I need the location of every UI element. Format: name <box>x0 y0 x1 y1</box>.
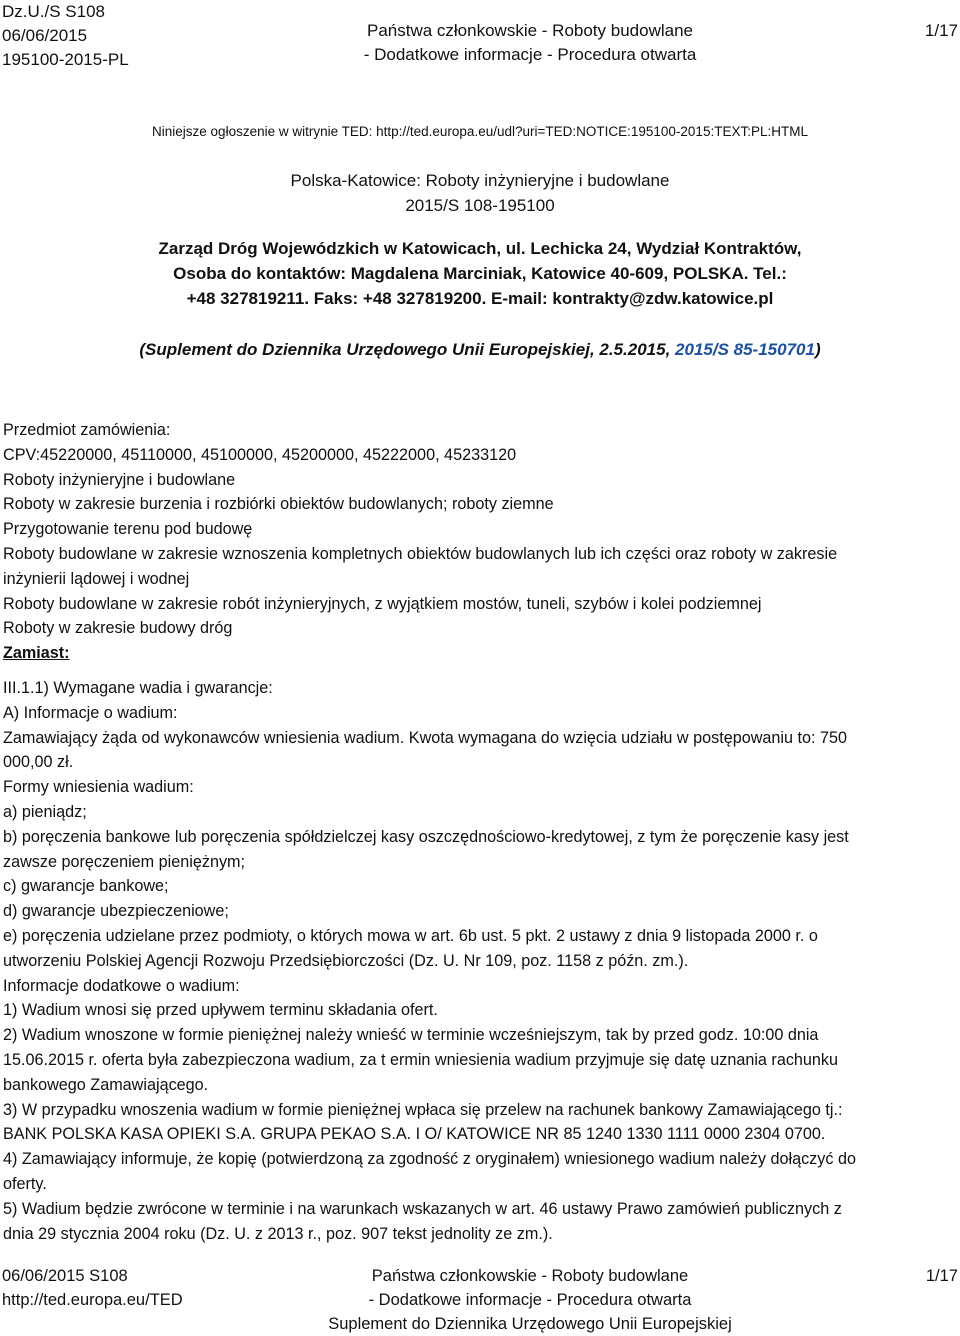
footer-title <box>280 1264 780 1336</box>
body-line: Roboty w zakresie budowy dróg <box>3 619 233 638</box>
notice-body <box>3 418 953 1246</box>
body-line: Przedmiot zamówienia: <box>3 421 171 439</box>
header-journal: Dz.U./S S108 <box>2 2 105 21</box>
supplement-prefix: (Suplement do Dziennika Urzędowego Unii Europejskiej, 2.5.2015, <box>139 340 676 359</box>
contracting-authority <box>0 236 960 311</box>
body-line: Roboty inżynieryjne i budowlane <box>3 470 236 489</box>
body-line: 2) Wadium wnoszone w formie pieniężnej należy wnieść w terminie wcześniejszym, tak by przed godz. 10:00 dnia <box>3 1026 819 1045</box>
footer-procedure: - Dodatkowe informacje - Procedura otwarta <box>368 1291 692 1309</box>
body-line: 4) Zamawiający informuje, że kopię (potwierdzoną za zgodność z oryginałem) wniesionego wadium należy dołączyć do <box>3 1150 856 1169</box>
header-title <box>340 19 720 67</box>
body-line: inżynierii lądowej i wodnej <box>3 569 190 588</box>
notice-title <box>0 168 960 218</box>
body-line: 000,00 zł. <box>3 753 74 772</box>
ted-notice-link[interactable]: Niniejsze ogłoszenie w witrynie TED: http://ted.europa.eu/udl?uri=TED:NOTICE:195100-2015:TEXT:PL:HTML <box>152 124 808 139</box>
footer-date: 06/06/2015 S108 <box>2 1267 128 1285</box>
supplement-suffix: ) <box>814 340 821 359</box>
body-line: 15.06.2015 r. oferta była zabezpieczona wadium, za t ermin wniesienia wadium przyjmuje się datę uznania rachunku <box>3 1050 839 1069</box>
header-procedure: - Dodatkowe informacje - Procedura otwarta <box>363 45 697 64</box>
body-line: Zamawiający żąda od wykonawców wniesienia wadium. Kwota wymagana do wzięcia udziału w postępowaniu to: 750 <box>3 728 847 747</box>
body-line: Roboty w zakresie burzenia i rozbiórki obiektów budowlanych; roboty ziemne <box>3 495 554 514</box>
body-line: a) pieniądz; <box>3 802 87 821</box>
body-line: Informacje dodatkowe o wadium: <box>3 976 240 995</box>
footer-supplement: Suplement do Dziennika Urzędowego Unii Europejskiej <box>328 1315 732 1333</box>
body-line: zawsze poręczeniem pieniężnym; <box>3 852 246 871</box>
authority-line-2: Osoba do kontaktów: Magdalena Marciniak, Katowice 40-609, POLSKA. Tel.: <box>173 264 787 283</box>
body-line: BANK POLSKA KASA OPIEKI S.A. GRUPA PEKAO S.A. I O/ KATOWICE NR 85 1240 1330 1111 0000 2304 0700. <box>3 1125 826 1144</box>
body-line: 5) Wadium będzie zwrócone w terminie i na warunkach wskazanych w art. 46 ustawy Prawo zamówień publicznych z <box>3 1199 842 1218</box>
body-line: d) gwarancje ubezpieczeniowe; <box>3 902 229 921</box>
body-line: Roboty budowlane w zakresie robót inżynieryjnych, z wyjątkiem mostów, tuneli, szybów i kolei podziemnej <box>3 594 762 613</box>
authority-line-3: +48 327819211. Faks: +48 327819200. E-mail: kontrakty@zdw.katowice.pl <box>186 289 774 308</box>
header-page-number: 1/17 <box>924 21 958 40</box>
body-line: 3) W przypadku wnoszenia wadium w formie pieniężnej wpłaca się przelew na rachunek bankowy Zamawiającego tj.: <box>3 1100 843 1119</box>
body-line: utworzeniu Polskiej Agencji Rozwoju Przedsiębiorczości (Dz. U. Nr 109, poz. 1158 z późn. zm.). <box>3 951 689 970</box>
authority-line-1: Zarząd Dróg Wojewódzkich w Katowicach, ul. Lechicka 24, Wydział Kontraktów, <box>158 239 802 258</box>
supplement-reference <box>0 340 960 360</box>
body-line: III.1.1) Wymagane wadia i gwarancje: <box>3 678 273 697</box>
body-line: oferty. <box>3 1174 47 1193</box>
zamiast-heading: Zamiast: <box>3 644 70 663</box>
footer-ted-link[interactable]: http://ted.europa.eu/TED <box>2 1291 183 1309</box>
body-line: A) Informacje o wadium: <box>3 703 178 722</box>
notice-number: 2015/S 108-195100 <box>405 196 555 215</box>
footer-reference <box>2 1264 183 1312</box>
header-category: Państwa członkowskie - Roboty budowlane <box>366 21 693 40</box>
footer-category: Państwa członkowskie - Roboty budowlane <box>371 1267 689 1285</box>
notice-title-line: Polska-Katowice: Roboty inżynieryjne i budowlane <box>290 171 670 190</box>
header-notice-number: 195100-2015-PL <box>2 50 129 69</box>
body-line: Formy wniesienia wadium: <box>3 778 194 797</box>
footer-page-number: 1/17 <box>925 1267 958 1285</box>
body-line: b) poręczenia bankowe lub poręczenia spółdzielczej kasy oszczędnościowo-kredytowej, z tym że poręczenie kasy jest <box>3 827 849 846</box>
body-line: bankowego Zamawiającego. <box>3 1075 209 1094</box>
body-line: Roboty budowlane w zakresie wznoszenia kompletnych obiektów budowlanych lub ich części oraz roboty w zakresie <box>3 544 838 563</box>
header-reference <box>2 0 129 72</box>
header-date: 06/06/2015 <box>2 26 88 45</box>
supplement-link[interactable]: 2015/S 85-150701 <box>675 340 815 359</box>
body-line: dnia 29 stycznia 2004 roku (Dz. U. z 2013 r., poz. 907 tekst jednolity ze zm.). <box>3 1224 553 1243</box>
body-line: Przygotowanie terenu pod budowę <box>3 520 253 539</box>
body-line: e) poręczenia udzielane przez podmioty, o których mowa w art. 6b ust. 5 pkt. 2 ustawy z dnia 9 listopada 2000 r. o <box>3 926 818 945</box>
body-line: CPV:45220000, 45110000, 45100000, 45200000, 45222000, 45233120 <box>3 445 517 464</box>
body-line: c) gwarancje bankowe; <box>3 877 169 896</box>
body-line: 1) Wadium wnosi się przed upływem terminu składania ofert. <box>3 1001 438 1020</box>
